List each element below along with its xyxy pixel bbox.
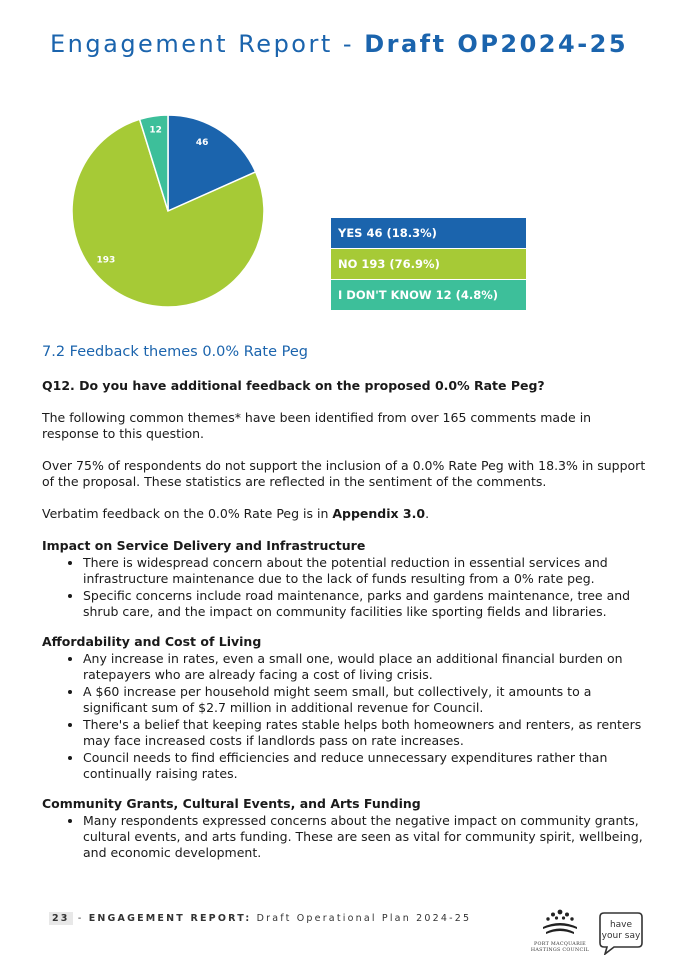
slice-label-dont-know: 12	[149, 125, 162, 136]
paragraph-verbatim	[42, 506, 647, 522]
section-heading: 7.2 Feedback themes 0.0% Rate Peg	[42, 344, 308, 360]
theme-title: Impact on Service Delivery and Infrastructure	[42, 538, 366, 553]
have-your-say-logo	[598, 911, 644, 955]
footer-separator: -	[72, 913, 89, 924]
paragraph-themes-intro: The following common themes* have been identified from over 165 comments made in response to this question.	[42, 410, 592, 441]
bullet-item: • Many respondents expressed concerns about the negative impact on community grants, cultural events, and arts funding. These are seen as vital for community spirit, wellbeing, and economic development.	[83, 813, 647, 861]
question-text: Q12. Do you have additional feedback on the proposed 0.0% Rate Peg?	[42, 378, 545, 393]
theme-title: Community Grants, Cultural Events, and Arts Funding	[42, 796, 421, 811]
theme-title: Affordability and Cost of Living	[42, 634, 262, 649]
theme-bullets	[42, 555, 647, 620]
bullet-item: • Council needs to find efficiencies and reduce unnecessary expenditures rather than continually raising rates.	[83, 750, 647, 782]
verbatim-prefix: Verbatim feedback on the 0.0% Rate Peg is in	[42, 506, 333, 521]
page-title-light: Engagement Report -	[50, 30, 365, 58]
have-your-say-line1: have	[609, 920, 633, 930]
bullet-item: • There's a belief that keeping rates stable helps both homeowners and renters, as renters may face increased costs if landlords pass on rate increases.	[83, 717, 647, 749]
page-number: 23	[49, 912, 73, 925]
footer-label-bold: ENGAGEMENT REPORT:	[88, 913, 252, 924]
legend-item-dont-know: I DON'T KNOW 12 (4.8%)	[331, 280, 526, 310]
bullet-item: • There is widespread concern about the potential reduction in essential services and infrastructure maintenance due to the lack of funds resulting from a 0% rate peg.	[83, 555, 647, 587]
verbatim-suffix: .	[425, 506, 430, 521]
paragraph-statistics: Over 75% of respondents do not support the inclusion of a 0.0% Rate Peg with 18.3% in support of the proposal. These statistics are reflected in the sentiment of the comments.	[42, 458, 646, 489]
theme-bullets	[42, 813, 647, 861]
page-title-bold: Draft OP2024-25	[364, 30, 629, 58]
council-name-line1: PORT MACQUARIE	[534, 942, 586, 947]
chart-legend	[331, 218, 526, 311]
appendix-reference: Appendix 3.0	[332, 506, 426, 521]
bullet-item: • A $60 increase per household might seem small, but collectively, it amounts to a significant sum of $2.7 million in additional revenue for Council.	[83, 684, 647, 716]
council-name-line2: HASTINGS COUNCIL	[530, 948, 590, 953]
council-emblem-icon	[538, 908, 582, 938]
legend-item-yes: YES 46 (18.3%)	[331, 218, 526, 248]
slice-label-no: 193	[96, 255, 116, 266]
legend-item-no: NO 193 (76.9%)	[331, 249, 526, 279]
council-logo	[528, 908, 592, 956]
theme-bullets	[42, 651, 647, 782]
bullet-item: • Any increase in rates, even a small one, would place an additional financial burden on ratepayers who are already facing a cost of living crisis.	[83, 651, 647, 683]
footer-label-light: Draft Operational Plan 2024-25	[251, 913, 472, 924]
main-content	[42, 344, 647, 875]
have-your-say-line2: your say	[601, 931, 641, 941]
slice-label-yes: 46	[195, 138, 209, 149]
page-footer	[49, 913, 471, 924]
bullet-item: • Specific concerns include road maintenance, parks and gardens maintenance, tree and shrub care, and the impact on community facilities like sporting fields and libraries.	[83, 588, 647, 620]
